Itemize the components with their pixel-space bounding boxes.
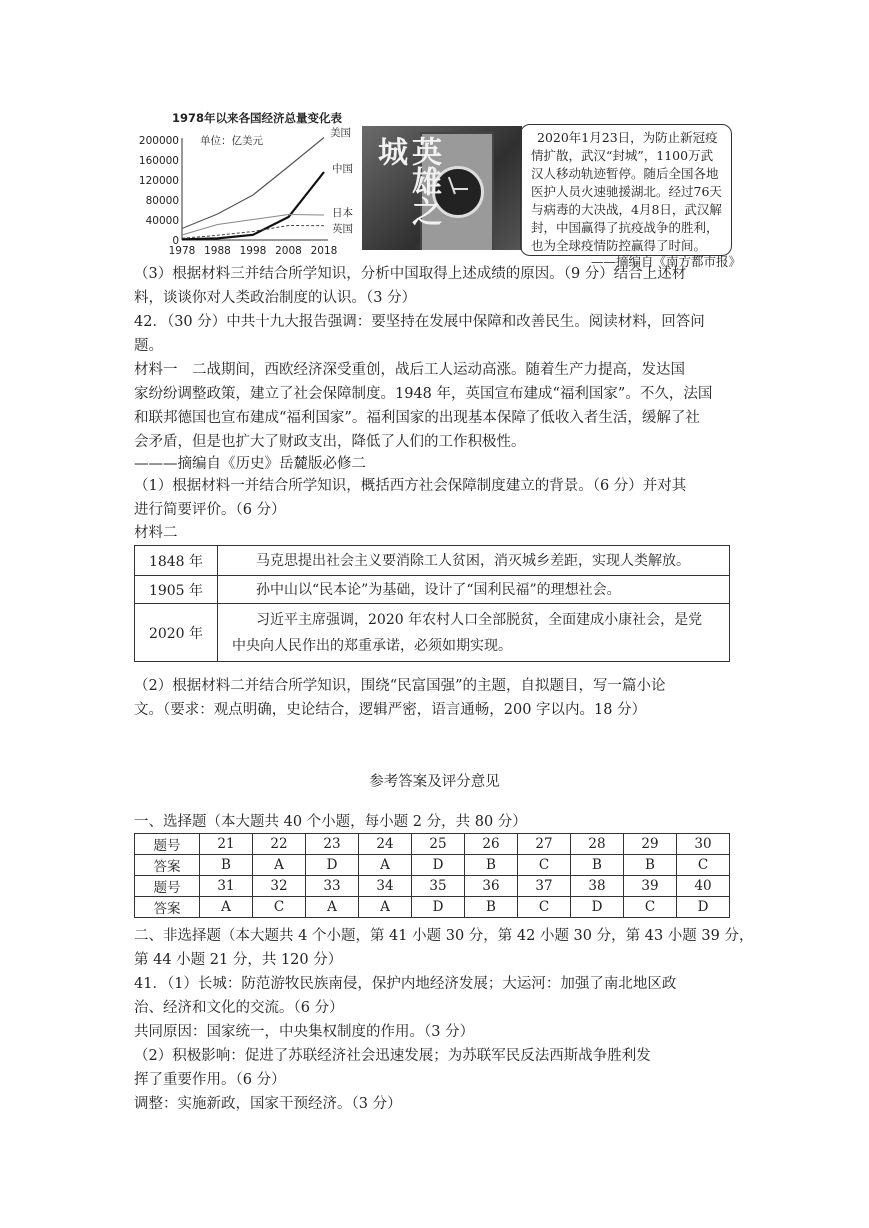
q42-1-line2: 进行简要评价。（6 分） xyxy=(134,502,286,518)
label-cell: 题号 xyxy=(135,834,200,855)
answer-cell: B xyxy=(624,855,677,876)
x-tick-label: 2008 xyxy=(275,245,302,256)
year-cell: 1905 年 xyxy=(135,576,218,604)
answer-cell: D xyxy=(677,897,730,918)
answer-cell: D xyxy=(306,855,359,876)
material1-line2: 家纷纷调整政策，建立了社会保障制度。1948 年，英国宣布建成“福利国家”。不久，法国 xyxy=(134,386,713,402)
year-cell: 1848 年 xyxy=(135,546,218,576)
answer-cell: 27 xyxy=(518,834,571,855)
answer-cell: A xyxy=(253,855,306,876)
y-tick-label: 120000 xyxy=(138,175,179,187)
answer-cell: C xyxy=(677,855,730,876)
answer-cell: 21 xyxy=(200,834,253,855)
table-row xyxy=(135,834,730,855)
photo-calligraphy: 英雄之城 xyxy=(372,136,441,226)
a41-1-line1: 41．（1）长城：防范游牧民族南侵，保护内地经济发展；大运河：加强了南北地区政 xyxy=(134,976,677,992)
answer-title: 参考答案及评分意见 xyxy=(369,774,500,790)
answer-cell: C xyxy=(518,855,571,876)
answer-cell: A xyxy=(359,855,412,876)
year-cell: 2020 年 xyxy=(135,604,218,662)
quote-source: ——摘编自《南方都市报》 xyxy=(591,254,742,269)
q42-2-line1: （2）根据材料二并结合所学知识，围绕“民富国强”的主题，自拟题目，写一篇小论 xyxy=(134,678,666,694)
a41-1-line2: 治、经济和文化的交流。（6 分） xyxy=(134,1000,344,1016)
material1-line3: 和联邦德国也宣布建成“福利国家”。福利国家的出现基本保障了低收入者生活，缓解了社 xyxy=(134,410,700,426)
x-tick-label: 2018 xyxy=(310,245,338,256)
answer-cell: 40 xyxy=(677,876,730,897)
answer-cell: 22 xyxy=(253,834,306,855)
answer-cell: C xyxy=(624,897,677,918)
answer-table xyxy=(134,833,730,918)
answer-cell: C xyxy=(253,897,306,918)
answer-cell: D xyxy=(412,855,465,876)
answer-cell: 36 xyxy=(465,876,518,897)
section2-line1: 二、非选择题（本大题共 4 个小题，第 41 小题 30 分，第 42 小题 30 分，第 43 小题 39 分， xyxy=(134,928,754,944)
answer-cell: B xyxy=(571,855,624,876)
label-cell: 答案 xyxy=(135,897,200,918)
answer-cell: 25 xyxy=(412,834,465,855)
q42-line1: 42．（30 分）中共十九大报告强调：要坚持在发展中保障和改善民生。阅读材料，回答问 xyxy=(134,314,705,330)
a41-2-line2: 挥了重要作用。（6 分） xyxy=(134,1072,286,1088)
q42-1-line1: （1）根据材料一并结合所学知识，概括西方社会保障制度建立的背景。（6 分）并对其 xyxy=(134,478,687,494)
label-cell: 答案 xyxy=(135,855,200,876)
material1-source: ———摘编自《历史》岳麓版必修二 xyxy=(134,456,366,472)
series-label: 美国 xyxy=(330,127,351,139)
answer-cell: 29 xyxy=(624,834,677,855)
series-label: 英国 xyxy=(332,223,353,235)
y-tick-label: 200000 xyxy=(138,135,179,147)
answer-cell: 38 xyxy=(571,876,624,897)
q42-2-line2: 文。（要求：观点明确，史论结合，逻辑严密，语言通畅，200 字以内。18 分） xyxy=(134,702,647,718)
table-row xyxy=(135,546,730,576)
answer-cell: B xyxy=(465,897,518,918)
y-tick-label: 80000 xyxy=(145,195,179,207)
table-row xyxy=(135,897,730,918)
x-tick-label: 1988 xyxy=(204,245,231,256)
q41-3-line2: 料，谈谈你对人类政治制度的认识。（3 分） xyxy=(134,290,417,306)
answer-cell: 30 xyxy=(677,834,730,855)
section2-line2: 第 44 小题 21 分，共 120 分） xyxy=(134,952,343,968)
quote-line: 封，中国赢得了抗疫战争的胜利， xyxy=(531,220,719,235)
x-tick-label: 1998 xyxy=(239,245,267,256)
quote-line: 与病毒的大决战，4月8日，武汉解 xyxy=(531,202,722,217)
answer-cell: 34 xyxy=(359,876,412,897)
series-line xyxy=(182,226,324,239)
answer-cell: A xyxy=(359,897,412,918)
table-row xyxy=(135,604,730,662)
chart-title: 1978年以来各国经济总量变化表 xyxy=(172,111,343,125)
answer-cell: 26 xyxy=(465,834,518,855)
q42-line2: 题。 xyxy=(134,338,163,354)
quote-box xyxy=(520,124,742,269)
material2-label: 材料二 xyxy=(134,525,178,541)
answer-cell: 31 xyxy=(200,876,253,897)
chart-unit: 单位：亿美元 xyxy=(200,135,263,147)
answer-cell: 23 xyxy=(306,834,359,855)
answer-cell: A xyxy=(306,897,359,918)
quote-line: 汉人移动轨迹暂停。随后全国各地 xyxy=(531,166,719,181)
label-cell: 题号 xyxy=(135,876,200,897)
material1-line4: 会矛盾，但是也扩大了财政支出，降低了人们的工作积极性。 xyxy=(134,434,526,450)
table-row xyxy=(135,576,730,604)
table-row xyxy=(135,855,730,876)
answer-cell: C xyxy=(518,897,571,918)
quote-line: 2020年1月23日，为防止新冠疫 xyxy=(537,130,718,145)
content-cell: 习近平主席强调，2020 年农村人口全部脱贫，全面建成小康社会，是党 中央向人民作出的郑重承诺，必须如期实现。 xyxy=(218,604,730,662)
answer-cell: D xyxy=(412,897,465,918)
y-tick-label: 40000 xyxy=(145,215,179,227)
material2-table xyxy=(134,545,730,662)
table-row xyxy=(135,876,730,897)
answer-cell: D xyxy=(571,897,624,918)
section1-heading: 一、选择题（本大题共 40 个小题，每小题 2 分，共 80 分） xyxy=(134,814,527,830)
answer-cell: A xyxy=(200,897,253,918)
content-cell: 马克思提出社会主义要消除工人贫困，消灭城乡差距，实现人类解放。 xyxy=(218,546,730,576)
quote-line: 情扩散，武汉“封城”，1100万武 xyxy=(531,148,714,163)
answer-cell: 37 xyxy=(518,876,571,897)
wuhan-photo xyxy=(362,126,522,250)
y-tick-label: 0 xyxy=(172,235,179,247)
series-label: 中国 xyxy=(332,163,353,175)
answer-cell: 33 xyxy=(306,876,359,897)
gdp-line-chart xyxy=(138,108,364,256)
quote-line: 医护人员火速驰援湖北。经过76天 xyxy=(531,184,722,199)
answer-cell: B xyxy=(465,855,518,876)
answer-cell: 32 xyxy=(253,876,306,897)
a41-common: 共同原因：国家统一，中央集权制度的作用。（3 分） xyxy=(134,1024,475,1040)
y-tick-label: 160000 xyxy=(138,155,179,167)
material1-line1: 材料一 二战期间，西欧经济深受重创，战后工人运动高涨。随着生产力提高，发达国 xyxy=(134,362,685,378)
x-tick-label: 1978 xyxy=(168,245,196,256)
answer-cell: 35 xyxy=(412,876,465,897)
a41-adjust: 调整：实施新政，国家干预经济。（3 分） xyxy=(134,1096,402,1112)
answer-cell: 39 xyxy=(624,876,677,897)
content-cell: 孙中山以“民本论”为基础，设计了“国利民福”的理想社会。 xyxy=(218,576,730,604)
answer-cell: 28 xyxy=(571,834,624,855)
a41-2-line1: （2）积极影响：促进了苏联经济社会迅速发展；为苏联军民反法西斯战争胜利发 xyxy=(134,1048,651,1064)
quote-line: 也为全球疫情防控赢得了时间。 xyxy=(531,238,707,253)
answer-cell: 24 xyxy=(359,834,412,855)
answer-cell: B xyxy=(200,855,253,876)
series-label: 日本 xyxy=(332,207,353,219)
q41-3-line1: （3）根据材料三并结合所学知识，分析中国取得上述成绩的原因。（9 分）结合上述材 xyxy=(134,266,687,282)
